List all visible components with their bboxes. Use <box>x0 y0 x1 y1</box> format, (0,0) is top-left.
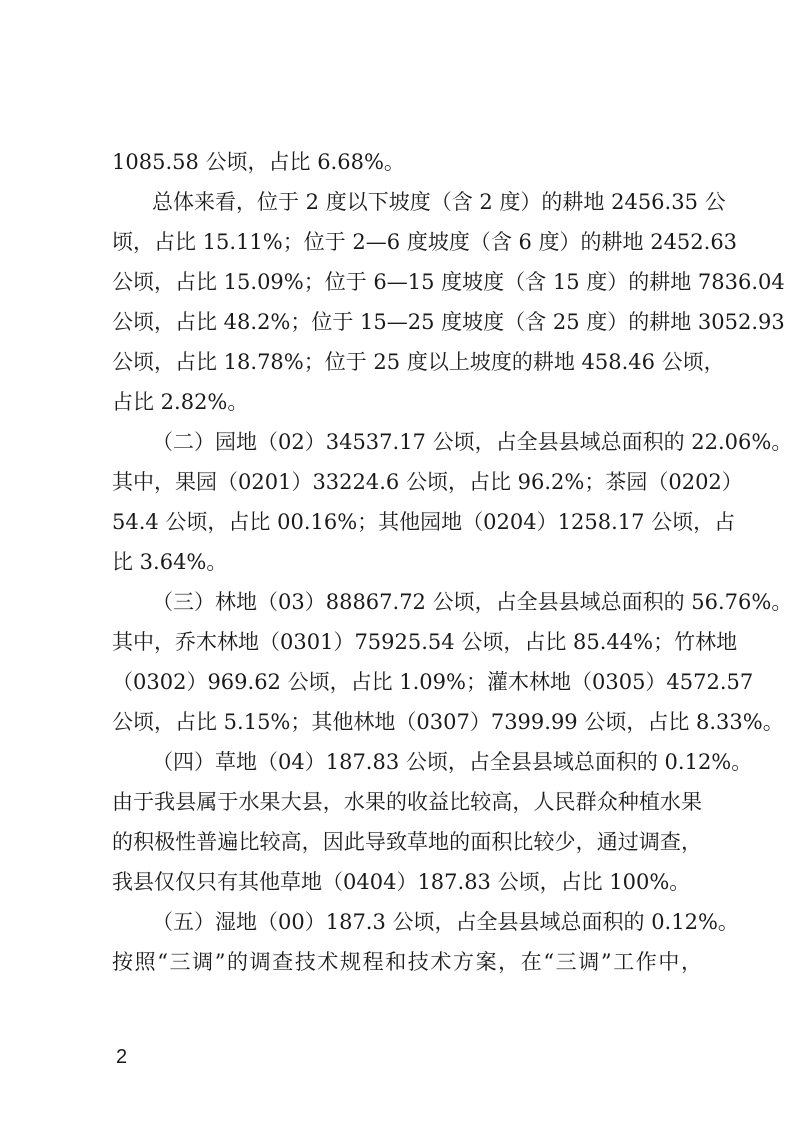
text-line: （五）湿地（00）187.3 公顷，占全县县域总面积的 0.12%。 <box>152 910 739 934</box>
text-line: 54.4 公顷，占比 00.16%；其他园地（0204）1258.17 公顷，占 <box>112 510 736 534</box>
text-line: （四）草地（04）187.83 公顷，占全县县域总面积的 0.12%。 <box>152 750 753 774</box>
text-line: 1085.58 公顷，占比 6.68%。 <box>112 150 405 174</box>
text-line: （三）林地（03）88867.72 公顷，占全县县域总面积的 56.76%。 <box>152 590 793 614</box>
text-line: 公顷，占比 15.09%；位于 6—15 度坡度（含 15 度）的耕地 7836.04 <box>112 270 785 294</box>
text-line: 公顷，占比 18.78%；位于 25 度以上坡度的耕地 458.46 公顷， <box>112 350 725 374</box>
text-line: 由于我县属于水果大县，水果的收益比较高，人民群众种植水果 <box>112 790 702 814</box>
text-line: （0302）969.62 公顷，占比 1.09%；灌木林地（0305）4572.57 <box>112 670 754 694</box>
text-line: 总体来看，位于 2 度以下坡度（含 2 度）的耕地 2456.35 公 <box>152 190 726 214</box>
text-line: 公顷，占比 5.15%；其他林地（0307）7399.99 公顷，占比 8.33%。 <box>112 710 784 734</box>
text-line: 顷，占比 15.11%；位于 2—6 度坡度（含 6 度）的耕地 2452.63 <box>112 230 738 254</box>
text-line: 我县仅仅只有其他草地（0404）187.83 公顷，占比 100%。 <box>112 870 691 894</box>
page-number: 2 <box>116 1046 128 1068</box>
text-line: 占比 2.82%。 <box>112 390 249 414</box>
text-line: 其中，果园（0201）33224.6 公顷，占比 96.2%；茶园（0202） <box>112 470 743 494</box>
text-line: 按照“三调”的调查技术规程和技术方案，在“三调”工作中， <box>112 950 702 974</box>
text-line: 其中，乔木林地（0301）75925.54 公顷，占比 85.44%；竹林地 <box>112 630 738 654</box>
text-line: 比 3.64%。 <box>112 550 228 574</box>
text-line: 的积极性普遍比较高，因此导致草地的面积比较少，通过调查， <box>112 830 702 854</box>
text-line: 公顷，占比 48.2%；位于 15—25 度坡度（含 25 度）的耕地 3052.93 <box>112 310 785 334</box>
text-line: （二）园地（02）34537.17 公顷，占全县县域总面积的 22.06%。 <box>152 430 793 454</box>
